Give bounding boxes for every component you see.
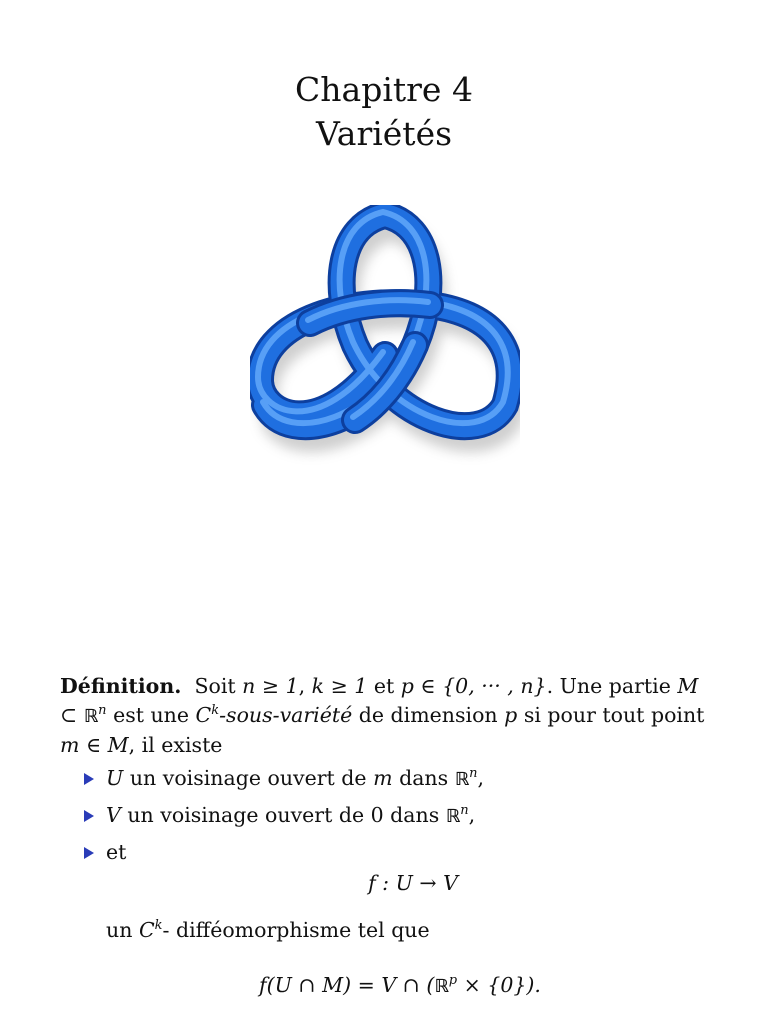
bullet-triangle-icon: [84, 847, 94, 859]
bullet3-text: et: [106, 840, 127, 864]
text-dans: dans: [399, 766, 449, 790]
math-C: C: [138, 918, 155, 942]
math-m-in-M: m ∈ M: [60, 733, 129, 757]
text-de-dimension: de dimension: [358, 703, 498, 727]
chapter-name: Variétés: [315, 114, 453, 153]
trefoil-knot-icon: [250, 205, 520, 495]
list-item: [84, 801, 720, 831]
math-k-ge-1: k ≥ 1: [311, 674, 368, 698]
text-si-pour-tout: si pour tout: [523, 703, 645, 727]
text-un: un: [106, 918, 133, 942]
math-U: U: [106, 766, 124, 790]
list-item: [84, 764, 720, 794]
diffeo-line: [60, 916, 720, 945]
text-est-une: est une: [113, 703, 190, 727]
chapter-title: [0, 68, 768, 156]
math-C: C: [195, 703, 212, 727]
text-point: point: [650, 703, 705, 727]
math-R: ℝ: [454, 769, 470, 790]
math-n-ge-1: n ≥ 1: [242, 674, 299, 698]
list-item: [84, 838, 720, 898]
math-V: V: [106, 803, 121, 827]
math-M-subset: M ⊂: [60, 674, 699, 727]
text-soit: Soit: [194, 674, 236, 698]
definition-heading: Définition.: [60, 674, 182, 698]
math-R: ℝ: [445, 806, 461, 827]
math-exp-n: n: [469, 766, 478, 782]
text-une-partie: . Une partie: [546, 674, 671, 698]
text-diffeo: - difféomorphisme tel que: [162, 918, 430, 942]
math-exp-k: k: [154, 918, 163, 934]
math-R: ℝ: [83, 706, 99, 727]
bullet-triangle-icon: [84, 810, 94, 822]
chapter-number: Chapitre 4: [295, 70, 473, 109]
math-R: ℝ: [434, 976, 449, 997]
math-exp-p: p: [448, 973, 458, 989]
bullet2-text: un voisinage ouvert de 0 dans: [127, 803, 440, 827]
punct-comma: ,: [468, 803, 476, 827]
math-eq-right: × {0}).: [457, 973, 541, 997]
text-et: et: [373, 674, 395, 698]
text-il-existe: , il existe: [128, 733, 223, 757]
equation-display: [80, 971, 720, 1001]
math-m: m: [373, 766, 393, 790]
map-formula: [106, 869, 720, 898]
definition-block: [60, 672, 720, 1001]
math-p: p: [504, 703, 518, 727]
math-p-in-set: p ∈ {0, ··· , n}: [400, 674, 547, 698]
math-eq-left: f(U ∩ M) = V ∩ (: [259, 973, 435, 997]
math-f-U-to-V: f : U → V: [368, 871, 458, 895]
math-exp-n: n: [460, 803, 469, 819]
bullet1-text: un voisinage ouvert de: [129, 766, 367, 790]
punct-comma: ,: [477, 766, 485, 790]
term-sous-variete: -sous-variété: [219, 703, 353, 727]
math-exp-k: k: [211, 703, 220, 719]
condition-list: [60, 764, 720, 898]
definition-paragraph: Définition. Soit n ≥ 1, k ≥ 1 et p ∈ {0, ··· , n}. Une partie M ⊂ ℝ$^n$ est une $C^k-sous$-variété de dimension p si pour tout point m ∈ M, il existe: [60, 674, 705, 757]
bullet-triangle-icon: [84, 773, 94, 785]
math-exp-n: n: [98, 703, 107, 719]
